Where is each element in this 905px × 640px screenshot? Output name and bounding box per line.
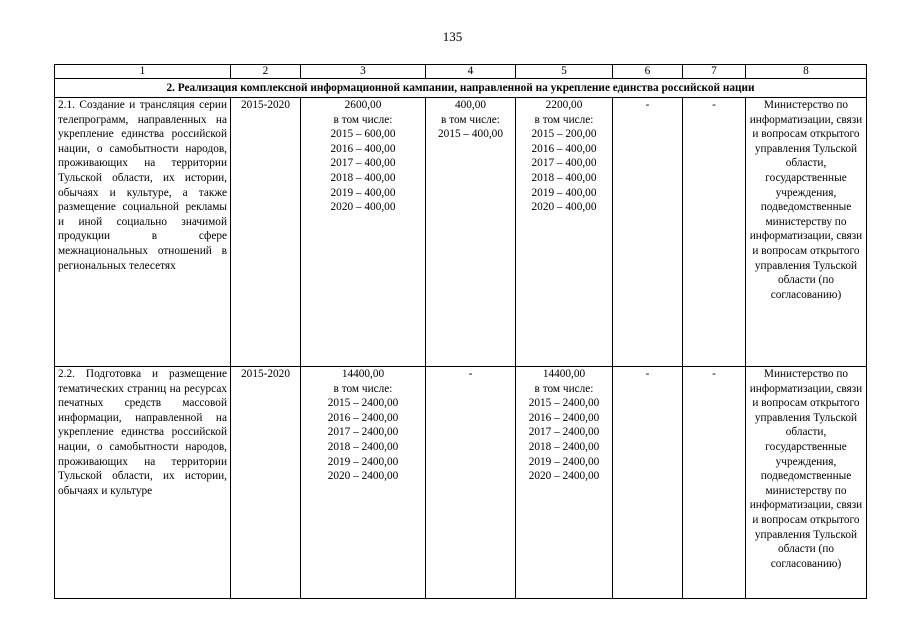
funding-line: 2015 – 200,00	[531, 128, 597, 141]
funding-line: 2200,00	[545, 99, 583, 111]
funding-line: 2018 – 2400,00	[327, 440, 399, 453]
funding-line: 2015 – 600,00	[330, 128, 396, 141]
funding-line: 2020 – 400,00	[531, 201, 597, 214]
column-6-cell: -	[613, 367, 683, 599]
column-number: 8	[746, 65, 867, 79]
implementation-period: 2015-2020	[231, 367, 301, 599]
table-row	[55, 98, 867, 367]
funding-line: 2017 – 400,00	[531, 157, 597, 170]
funding-line: 2015 – 2400,00	[528, 397, 600, 410]
column-number: 6	[613, 65, 683, 79]
funding-line: 2600,00	[344, 99, 382, 111]
page-number: 135	[442, 29, 463, 44]
column-number: 1	[55, 65, 231, 79]
funding-line: 2018 – 400,00	[330, 171, 396, 184]
funding-line: в том числе:	[333, 113, 393, 126]
funding-line: 2018 – 400,00	[531, 171, 597, 184]
funding-line: 2015 – 2400,00	[327, 397, 399, 410]
funding-line: 2016 – 2400,00	[528, 411, 600, 424]
funding-line: 2017 – 2400,00	[327, 426, 399, 439]
measure-description: 2.2. Подготовка и размещение тематических страниц на ресурсах печатных средств массовой информации, направленной на укрепление единства российской нации, о самобытности народов, проживающих на территории Тульской области, их истории, обычаях и культуре	[55, 367, 231, 599]
funding-line: 2016 – 400,00	[531, 142, 597, 155]
measure-description: 2.1. Создание и трансляция серии телепрограмм, направленных на укрепление единства российской нации, о самобытности народов, проживающих на территории Тульской области, их истории, обычаях и культуре, а также размещение социальной рекламы и иной социально значимой продукции в сфере межнациональных отношений в региональных телесетях	[55, 98, 231, 367]
total-funding-cell	[301, 98, 426, 367]
section-row	[55, 79, 867, 98]
column-7-cell: -	[683, 98, 746, 367]
funding-line: -	[468, 368, 473, 380]
column-number: 7	[683, 65, 746, 79]
responsible-executor: Министерство по информатизации, связи и вопросам открытого управления Тульской области, государственные учреждения, подведомственные министерству по информатизации, связи и вопросам открытого управления Тульской области (по согласованию)	[746, 367, 867, 599]
funding-line: 2017 – 400,00	[330, 157, 396, 170]
program-table	[54, 64, 867, 599]
funding-line: 2017 – 2400,00	[528, 426, 600, 439]
funding-line: 14400,00	[542, 368, 586, 380]
column-number: 3	[301, 65, 426, 79]
column-7-cell: -	[683, 367, 746, 599]
funding-line: 2016 – 400,00	[330, 142, 396, 155]
responsible-executor: Министерство по информатизации, связи и вопросам открытого управления Тульской области, государственные учреждения, подведомственные министерству по информатизации, связи и вопросам открытого управления Тульской области (по согласованию)	[746, 98, 867, 367]
column-number-row	[55, 65, 867, 79]
column-number: 4	[426, 65, 516, 79]
funding-line: 2018 – 2400,00	[528, 440, 600, 453]
column-number: 2	[231, 65, 301, 79]
funding-line: 2020 – 2400,00	[327, 470, 399, 483]
funding-line: 2019 – 400,00	[330, 186, 396, 199]
funding-line: 2019 – 400,00	[531, 186, 597, 199]
funding-line: 2020 – 400,00	[330, 201, 396, 214]
funding-line: 2015 – 400,00	[438, 128, 503, 141]
column-4-funding-cell	[426, 367, 516, 599]
column-6-cell: -	[613, 98, 683, 367]
funding-line: 2020 – 2400,00	[528, 470, 600, 483]
section-title: 2. Реализация комплексной информационной кампании, направленной на укрепление единства российской нации	[55, 79, 867, 98]
funding-line: в том числе:	[534, 113, 594, 126]
funding-line: в том числе:	[441, 113, 500, 126]
table-row	[55, 367, 867, 599]
column-4-funding-cell	[426, 98, 516, 367]
funding-line: 14400,00	[341, 368, 385, 380]
funding-line: 2019 – 2400,00	[528, 455, 600, 468]
funding-line: в том числе:	[534, 382, 594, 395]
column-number: 5	[516, 65, 613, 79]
implementation-period: 2015-2020	[231, 98, 301, 367]
column-5-funding-cell	[516, 98, 613, 367]
funding-line: в том числе:	[333, 382, 393, 395]
funding-line: 2016 – 2400,00	[327, 411, 399, 424]
funding-line: 2019 – 2400,00	[327, 455, 399, 468]
total-funding-cell	[301, 367, 426, 599]
funding-line: 400,00	[454, 99, 487, 111]
column-5-funding-cell	[516, 367, 613, 599]
